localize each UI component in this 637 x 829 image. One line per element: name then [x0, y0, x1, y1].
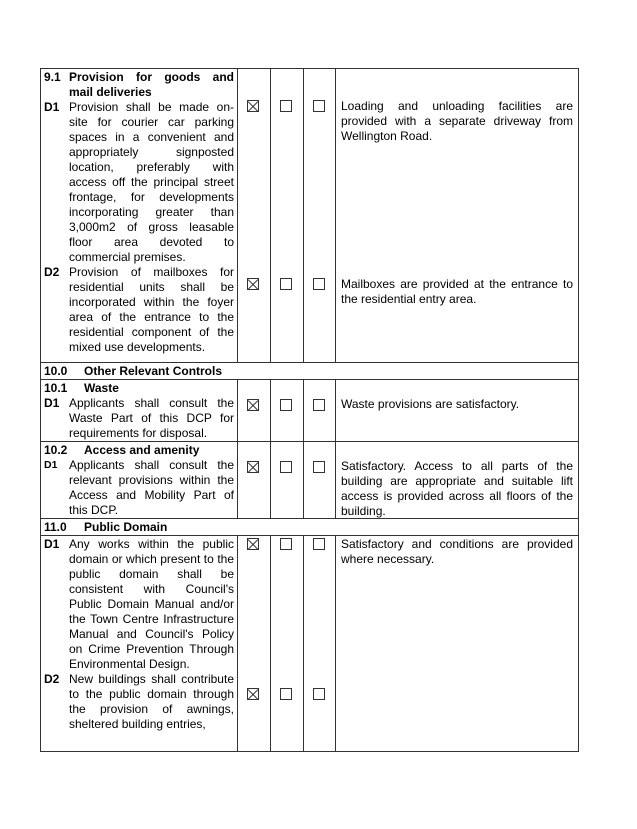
comment-cell	[336, 536, 579, 752]
control-item	[44, 537, 234, 672]
checked-checkbox[interactable]	[247, 461, 259, 473]
section-title: Provision for goods and mail deliveries	[69, 70, 234, 99]
control-cell	[41, 380, 238, 442]
yes-column-cell	[238, 536, 271, 752]
na-column-cell	[304, 380, 336, 442]
control-code: D2	[44, 265, 60, 279]
checked-checkbox[interactable]	[247, 100, 259, 112]
control-code: D1	[44, 459, 58, 471]
control-cell	[41, 442, 238, 519]
control-text: New buildings shall contribute to the public domain through the provision of awnings, sheltered building entries,	[69, 672, 234, 731]
yes-column-cell	[238, 380, 271, 442]
control-item	[44, 265, 234, 355]
control-text: Provision of mailboxes for residential units shall be incorporated within the foyer area of the entrance to the residential component of the mixed use developments.	[69, 265, 234, 354]
section-title: Access and amenity	[84, 443, 200, 457]
comment-text: Waste provisions are satisfactory.	[341, 397, 520, 411]
no-column-cell	[271, 536, 304, 752]
na-column-cell	[304, 442, 336, 519]
section-number: 10.2	[44, 443, 68, 457]
unchecked-checkbox[interactable]	[280, 100, 292, 112]
unchecked-checkbox[interactable]	[280, 538, 292, 550]
section-heading	[44, 443, 234, 458]
checked-checkbox[interactable]	[247, 538, 259, 550]
section-number: 10.1	[44, 381, 68, 395]
comment-cell	[336, 380, 579, 442]
na-column-cell	[304, 536, 336, 752]
no-column-cell	[271, 442, 304, 519]
section-heading	[41, 363, 579, 380]
comment-cell	[336, 442, 579, 519]
control-item	[44, 100, 234, 265]
control-item	[44, 672, 234, 732]
comment-text: Loading and unloading facilities are provided with a separate driveway from Wellington Road.	[341, 99, 573, 143]
section-title: Waste	[84, 381, 119, 395]
control-code: D2	[44, 672, 60, 686]
unchecked-checkbox[interactable]	[313, 100, 325, 112]
table-row	[41, 69, 579, 363]
unchecked-checkbox[interactable]	[313, 461, 325, 473]
section-number: 11.0	[44, 520, 67, 534]
section-heading	[44, 70, 234, 100]
checked-checkbox[interactable]	[247, 688, 259, 700]
yes-column-cell	[238, 69, 271, 363]
checked-checkbox[interactable]	[247, 399, 259, 411]
section-title: Other Relevant Controls	[84, 364, 223, 378]
comment-text: Satisfactory and conditions are provided where necessary.	[341, 537, 573, 566]
control-code: D1	[44, 537, 60, 551]
section-heading	[41, 519, 579, 536]
unchecked-checkbox[interactable]	[280, 688, 292, 700]
table-row	[41, 536, 579, 752]
table-row	[41, 363, 579, 380]
control-cell	[41, 69, 238, 363]
table-row	[41, 519, 579, 536]
section-number: 10.0	[44, 364, 68, 378]
control-text: Provision shall be made on-site for courier car parking spaces in a convenient and appropriately signposted location, preferably with access off the principal street frontage, for developments incorporating greater than 3,000m2 of gross leasable floor area devoted to commercial premises.	[69, 100, 234, 264]
comment-text: Satisfactory. Access to all parts of the building are appropriate and suitable lift access is provided across all floors of the building.	[341, 459, 573, 518]
table-row	[41, 380, 579, 442]
section-number: 9.1	[44, 70, 61, 84]
control-text: Applicants shall consult the relevant provisions within the Access and Mobility Part of this DCP.	[69, 458, 234, 517]
section-heading	[44, 381, 234, 396]
control-text: Any works within the public domain or which present to the public domain shall be consistent with Council's Public Domain Manual and/or the Town Centre Infrastructure Manual and Council's Policy on Crime Prevention Through Environmental Design.	[69, 537, 234, 671]
unchecked-checkbox[interactable]	[313, 278, 325, 290]
comment-text: Mailboxes are provided at the entrance to the residential entry area.	[341, 277, 573, 306]
control-item	[44, 458, 234, 518]
control-text: Applicants shall consult the Waste Part of this DCP for requirements for disposal.	[69, 396, 234, 440]
compliance-table	[40, 68, 579, 752]
unchecked-checkbox[interactable]	[280, 399, 292, 411]
unchecked-checkbox[interactable]	[280, 278, 292, 290]
control-item	[44, 396, 234, 441]
unchecked-checkbox[interactable]	[313, 538, 325, 550]
control-cell	[41, 536, 238, 752]
na-column-cell	[304, 69, 336, 363]
checked-checkbox[interactable]	[247, 278, 259, 290]
table-row	[41, 442, 579, 519]
comment-cell	[336, 69, 579, 363]
section-title: Public Domain	[84, 520, 168, 534]
no-column-cell	[271, 69, 304, 363]
unchecked-checkbox[interactable]	[280, 461, 292, 473]
no-column-cell	[271, 380, 304, 442]
unchecked-checkbox[interactable]	[313, 688, 325, 700]
unchecked-checkbox[interactable]	[313, 399, 325, 411]
control-code: D1	[44, 100, 60, 114]
control-code: D1	[44, 396, 60, 410]
yes-column-cell	[238, 442, 271, 519]
